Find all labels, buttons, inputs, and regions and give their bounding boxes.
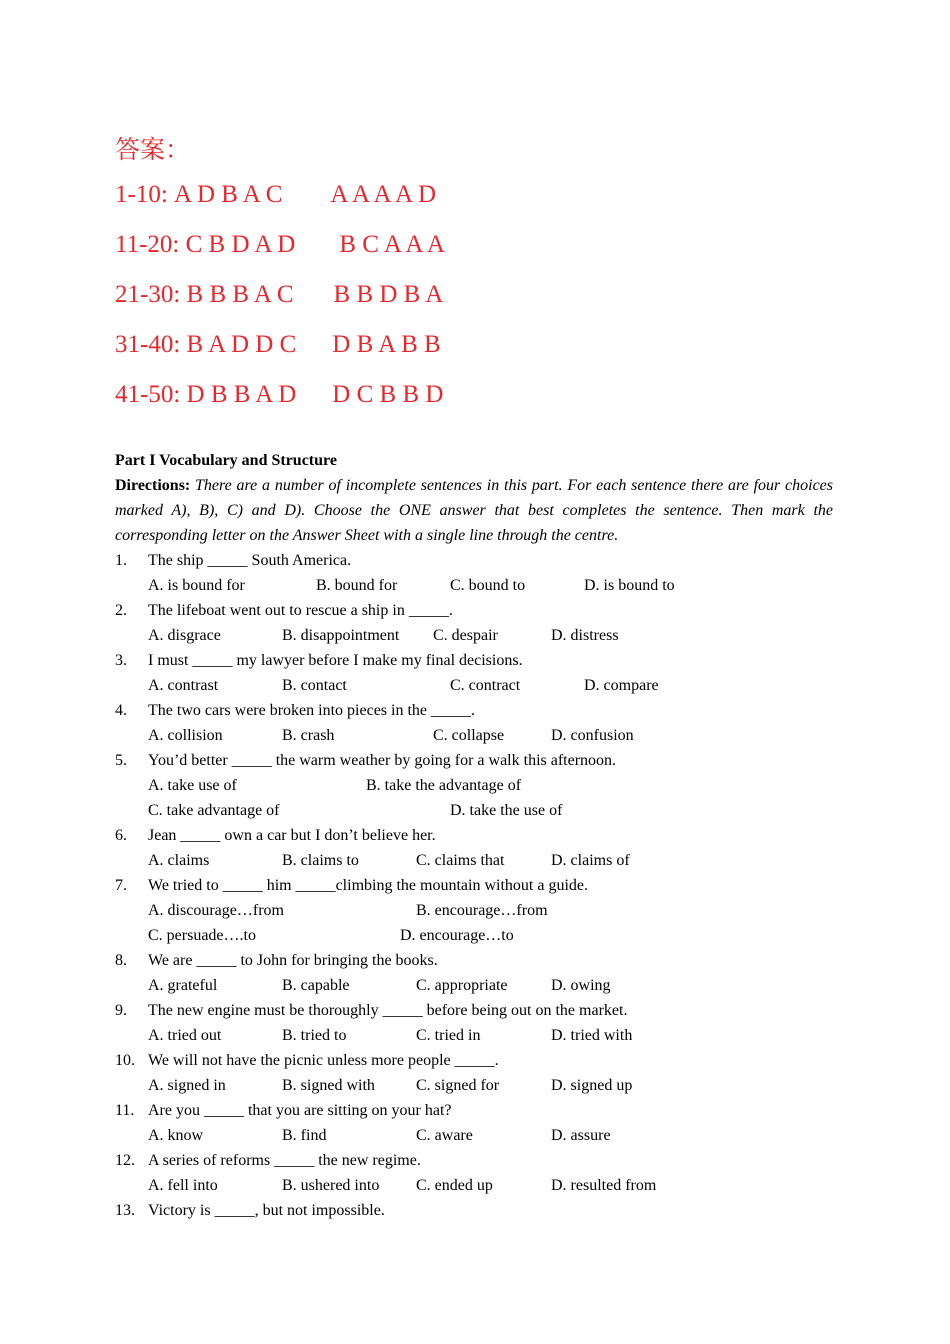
question — [115, 1198, 833, 1223]
question-stem: We are _____ to John for bringing the books. — [148, 952, 438, 969]
answer-row — [115, 270, 445, 320]
question-stem: Jean _____ own a car but I don’t believe her. — [148, 827, 436, 844]
option-b: B. disappointment — [282, 627, 400, 644]
option-c: C. collapse — [433, 727, 505, 744]
option-c: C. ended up — [416, 1177, 493, 1194]
option-c: C. aware — [416, 1127, 473, 1144]
option-a: A. is bound for — [148, 577, 245, 594]
option-d: D. take the use of — [450, 802, 563, 819]
options — [115, 923, 833, 948]
option-b: B. tried to — [282, 1027, 347, 1044]
option-c: C. persuade….to — [148, 927, 256, 944]
option-d: D. distress — [551, 627, 619, 644]
option-d: D. resulted from — [551, 1177, 657, 1194]
option-a: A. contrast — [148, 677, 219, 694]
options — [115, 1073, 833, 1098]
question — [115, 648, 833, 673]
answer-range: 1-10: — [115, 181, 168, 208]
option-b: B. encourage…from — [416, 902, 548, 919]
question-stem: Are you _____ that you are sitting on your hat? — [148, 1102, 452, 1119]
directions — [115, 473, 833, 548]
answer-group-1: B A D D C — [186, 331, 297, 358]
option-d: D. is bound to — [584, 577, 675, 594]
answer-group-1: C B D A D — [185, 231, 296, 258]
option-b: B. claims to — [282, 852, 359, 869]
option-c: C. despair — [433, 627, 498, 644]
option-a: A. collision — [148, 727, 223, 744]
question-stem: You’d better _____ the warm weather by going for a walk this afternoon. — [148, 752, 617, 769]
options — [115, 1123, 833, 1148]
question-number: 10. — [115, 1052, 135, 1069]
option-a: A. take use of — [148, 777, 237, 794]
option-d: D. tried with — [551, 1027, 633, 1044]
options — [115, 773, 833, 798]
option-c: C. tried in — [416, 1027, 481, 1044]
question-number: 1. — [115, 552, 127, 569]
question-stem: We will not have the picnic unless more people _____. — [148, 1052, 499, 1069]
options — [115, 798, 833, 823]
question-stem: The lifeboat went out to rescue a ship in _____. — [148, 602, 453, 619]
question — [115, 948, 833, 973]
option-b: B. signed with — [282, 1077, 375, 1094]
option-b: B. capable — [282, 977, 350, 994]
answer-range: 21-30: — [115, 281, 181, 308]
option-b: B. ushered into — [282, 1177, 380, 1194]
option-c: C. take advantage of — [148, 802, 280, 819]
options — [115, 573, 833, 598]
options — [115, 723, 833, 748]
option-b: B. bound for — [316, 577, 398, 594]
answer-row — [115, 320, 445, 370]
question-number: 12. — [115, 1152, 135, 1169]
question-number: 7. — [115, 877, 127, 894]
answer-range: 41-50: — [115, 381, 181, 408]
question-stem: The ship _____ South America. — [148, 552, 352, 569]
question-stem: The new engine must be thoroughly _____ before being out on the market. — [148, 1002, 628, 1019]
question-number: 5. — [115, 752, 127, 769]
question — [115, 1098, 833, 1123]
option-d: D. compare — [584, 677, 659, 694]
option-a: A. discourage…from — [148, 902, 284, 919]
option-b: B. find — [282, 1127, 327, 1144]
option-b: B. contact — [282, 677, 347, 694]
option-b: B. crash — [282, 727, 335, 744]
question-number: 13. — [115, 1202, 135, 1219]
option-c: C. claims that — [416, 852, 505, 869]
question-stem: I must _____ my lawyer before I make my final decisions. — [148, 652, 523, 669]
answer-row — [115, 170, 445, 220]
options — [115, 623, 833, 648]
options — [115, 898, 833, 923]
answer-group-1: D B B A D — [186, 381, 297, 408]
question — [115, 1148, 833, 1173]
option-c: C. contract — [450, 677, 521, 694]
question — [115, 548, 833, 573]
answer-range: 31-40: — [115, 331, 181, 358]
question-stem: The two cars were broken into pieces in the _____. — [148, 702, 476, 719]
answer-row — [115, 370, 445, 420]
answer-row — [115, 220, 445, 270]
directions-label: Directions: — [115, 477, 191, 494]
question-number: 2. — [115, 602, 127, 619]
answer-group-2: B C A A A — [339, 231, 445, 258]
question-number: 3. — [115, 652, 127, 669]
question — [115, 698, 833, 723]
question-number: 11. — [115, 1102, 135, 1119]
option-d: D. encourage…to — [400, 927, 514, 944]
question-number: 6. — [115, 827, 127, 844]
option-a: A. disgrace — [148, 627, 221, 644]
answer-group-2: A A A A D — [330, 181, 437, 208]
option-c: C. signed for — [416, 1077, 500, 1094]
answer-group-1: A D B A C — [174, 181, 283, 208]
question-number: 4. — [115, 702, 127, 719]
option-d: D. signed up — [551, 1077, 633, 1094]
option-a: A. tried out — [148, 1027, 222, 1044]
options — [115, 973, 833, 998]
option-d: D. confusion — [551, 727, 634, 744]
part-title: Part I Vocabulary and Structure — [115, 452, 337, 469]
option-a: A. fell into — [148, 1177, 218, 1194]
option-b: B. take the advantage of — [366, 777, 522, 794]
options — [115, 848, 833, 873]
answer-key — [115, 130, 445, 420]
option-a: A. grateful — [148, 977, 218, 994]
option-c: C. appropriate — [416, 977, 508, 994]
option-d: D. claims of — [551, 852, 630, 869]
question — [115, 1048, 833, 1073]
option-c: C. bound to — [450, 577, 526, 594]
question — [115, 823, 833, 848]
answer-group-2: D B A B B — [332, 331, 441, 358]
option-a: A. claims — [148, 852, 210, 869]
question-number: 8. — [115, 952, 127, 969]
answer-group-2: D C B B D — [332, 381, 444, 408]
options — [115, 1023, 833, 1048]
directions-text: There are a number of incomplete sentences in this part. For each sentence there are four choices marked A), B), C) and D). Choose the ONE answer that best completes the sentence. Then mark the corresponding letter on the Answer Sheet with a single line through the centre. — [115, 477, 833, 544]
question-number: 9. — [115, 1002, 127, 1019]
options — [115, 1173, 833, 1198]
exam-content — [115, 448, 833, 1223]
option-d: D. owing — [551, 977, 611, 994]
question — [115, 873, 833, 898]
answer-key-title: 答案： — [115, 135, 191, 164]
question — [115, 598, 833, 623]
question-stem: Victory is _____, but not impossible. — [148, 1202, 385, 1219]
question-stem: We tried to _____ him _____climbing the mountain without a guide. — [148, 877, 588, 894]
options — [115, 673, 833, 698]
option-a: A. signed in — [148, 1077, 226, 1094]
question-stem: A series of reforms _____ the new regime. — [148, 1152, 421, 1169]
option-a: A. know — [148, 1127, 204, 1144]
answer-group-2: B B D B A — [333, 281, 444, 308]
option-d: D. assure — [551, 1127, 611, 1144]
answer-range: 11-20: — [115, 231, 180, 258]
question — [115, 748, 833, 773]
answer-group-1: B B B A C — [186, 281, 294, 308]
question — [115, 998, 833, 1023]
